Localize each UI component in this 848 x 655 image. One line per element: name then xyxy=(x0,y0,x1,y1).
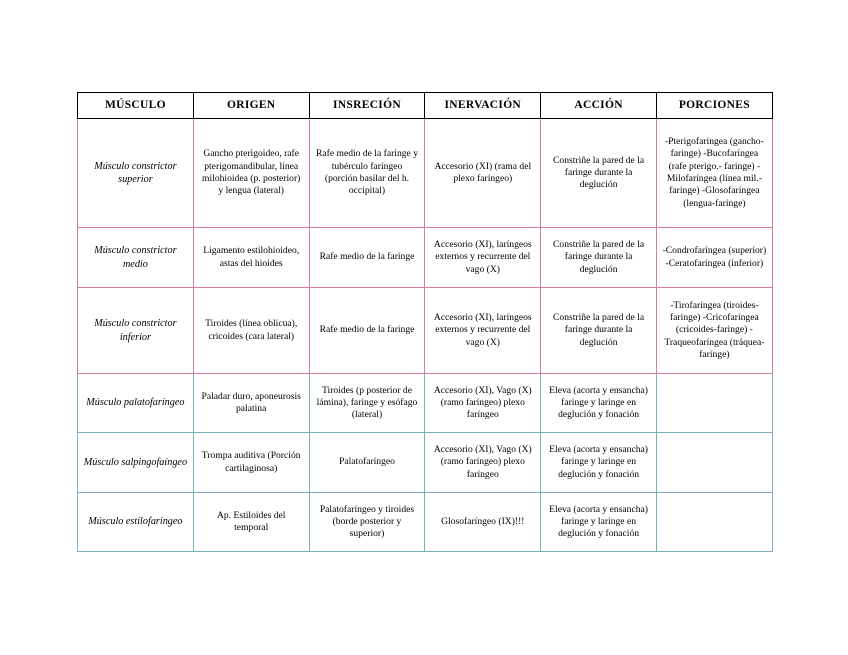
action-cell: Eleva (acorta y ensancha) faringe y laringe en deglución y fonación xyxy=(541,493,657,552)
muscle-name-cell: Músculo constrictor medio xyxy=(78,228,194,288)
portions-cell xyxy=(656,374,772,433)
action-cell: Constriñe la pared de la faringe durante la deglución xyxy=(541,228,657,288)
header-row xyxy=(78,93,773,119)
innervation-cell: Accesorio (XI), Vago (X) (ramo faríngeo) plexo faríngeo xyxy=(425,374,541,433)
muscle-name-cell: Músculo constrictor superior xyxy=(78,119,194,228)
table-row xyxy=(78,119,773,228)
table-row xyxy=(78,288,773,374)
header-insercion: INSRECIÓN xyxy=(309,93,425,119)
action-cell: Eleva (acorta y ensancha) faringe y laringe en deglución y fonación xyxy=(541,374,657,433)
innervation-cell: Accesorio (XI), laríngeos externos y recurrente del vago (X) xyxy=(425,228,541,288)
action-cell: Constriñe la pared de la faringe durante la deglución xyxy=(541,288,657,374)
muscle-name-cell: Músculo estilofaríngeo xyxy=(78,493,194,552)
header-origen: ORIGEN xyxy=(193,93,309,119)
origin-cell: Tiroides (línea oblicua), cricoides (cara lateral) xyxy=(193,288,309,374)
innervation-cell: Accesorio (XI), Vago (X) (ramo faríngeo) plexo faríngeo xyxy=(425,433,541,493)
muscle-name-cell: Músculo salpingofaíngeo xyxy=(78,433,194,493)
innervation-cell: Accesorio (XI), laríngeos externos y recurrente del vago (X) xyxy=(425,288,541,374)
muscle-name-cell: Músculo palatofaríngeo xyxy=(78,374,194,433)
action-cell: Eleva (acorta y ensancha) faringe y laringe en deglución y fonación xyxy=(541,433,657,493)
insertion-cell: Palatofaríngeo xyxy=(309,433,425,493)
insertion-cell: Palatofaríngeo y tiroides (borde posterior y superior) xyxy=(309,493,425,552)
insertion-cell: Rafe medio de la faringe y tubérculo faríngeo (porción basilar del h. occipital) xyxy=(309,119,425,228)
origin-cell: Paladar duro, aponeurosis palatina xyxy=(193,374,309,433)
innervation-cell: Accesorio (XI) (rama del plexo faríngeo) xyxy=(425,119,541,228)
innervation-cell: Glosofaríngeo (IX)!!! xyxy=(425,493,541,552)
origin-cell: Gancho pterigoideo, rafe pterigomandibular, línea milohioidea (p. posterior) y lengua (lateral) xyxy=(193,119,309,228)
header-porciones: PORCIONES xyxy=(656,93,772,119)
origin-cell: Trompa auditiva (Porción cartilaginosa) xyxy=(193,433,309,493)
header-inervacion: INERVACIÓN xyxy=(425,93,541,119)
portions-cell xyxy=(656,493,772,552)
insertion-cell: Rafe medio de la faringe xyxy=(309,228,425,288)
portions-cell: -Condrofaríngea (superior) -Ceratofaríngea (inferior) xyxy=(656,228,772,288)
table-row xyxy=(78,433,773,493)
insertion-cell: Tiroides (p posterior de lámina), faringe y esófago (lateral) xyxy=(309,374,425,433)
table-row xyxy=(78,374,773,433)
portions-cell: -Pterigofaríngea (gancho-faringe) -Bucofaríngea (rafe pterigo.- faringe) -Milofaríngea (línea mil.- faringe) -Glosofaríngea (lengua-faringe) xyxy=(656,119,772,228)
insertion-cell: Rafe medio de la faringe xyxy=(309,288,425,374)
table-row xyxy=(78,228,773,288)
origin-cell: Ligamento estilohioideo, astas del hioides xyxy=(193,228,309,288)
origin-cell: Ap. Estiloides del temporal xyxy=(193,493,309,552)
header-accion: ACCIÓN xyxy=(541,93,657,119)
muscle-name-cell: Músculo constrictor inferior xyxy=(78,288,194,374)
action-cell: Constriñe la pared de la faringe durante la deglución xyxy=(541,119,657,228)
portions-cell: -Tirofaríngea (tiroides-faringe) -Cricofaríngea (cricoides-faringe) -Traqueofaríngea (tráquea-faringe) xyxy=(656,288,772,374)
table-row xyxy=(78,493,773,552)
portions-cell xyxy=(656,433,772,493)
header-musculo: MÚSCULO xyxy=(78,93,194,119)
muscle-table xyxy=(77,92,773,552)
